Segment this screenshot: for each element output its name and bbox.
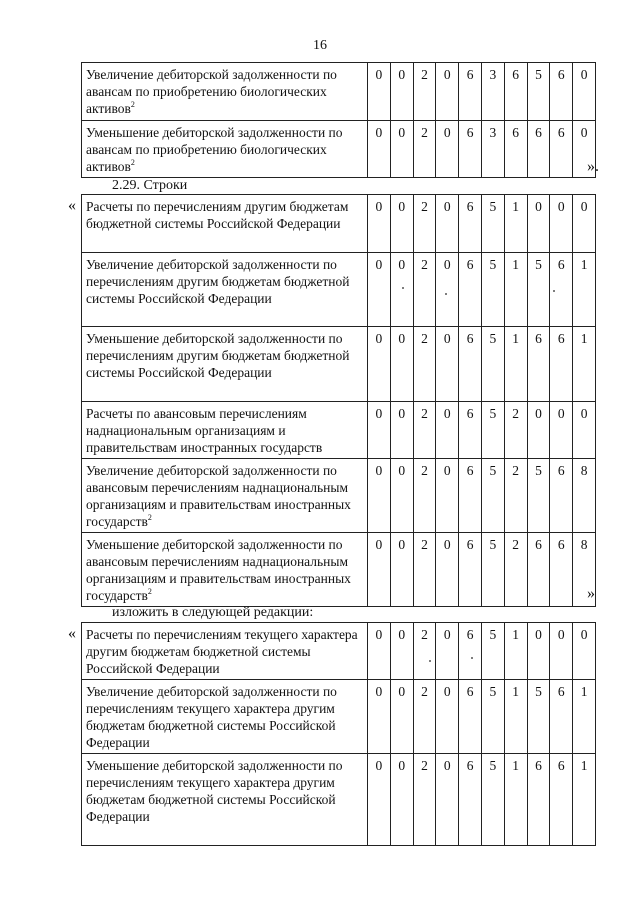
code-digit: 1 [504, 754, 527, 846]
code-digit: 5 [481, 327, 504, 402]
code-digit: 0 [368, 253, 391, 327]
description-text: Увеличение дебиторской задолженности по авансовым перечислениям наднациональным организациям и правительствам иностранных государств [86, 463, 351, 529]
description-text: Расчеты по перечислениям текущего характера другим бюджетам бюджетной системы Российской Федерации [86, 627, 358, 676]
code-digit: 6 [550, 63, 573, 121]
code-digit: 6 [459, 402, 482, 459]
code-digit: 6 [550, 327, 573, 402]
code-digit: 5 [481, 459, 504, 533]
row-description [82, 195, 368, 253]
code-digit: 0 [550, 402, 573, 459]
code-digit: 2 [504, 533, 527, 607]
code-digit: 2 [413, 623, 436, 680]
code-digit: 6 [459, 754, 482, 846]
code-digit: 6 [550, 253, 573, 327]
code-digit: 0 [550, 623, 573, 680]
code-digit: 0 [390, 327, 413, 402]
code-digit: 0 [436, 533, 459, 607]
code-digit: 0 [527, 195, 550, 253]
footnote-mark: 2 [130, 99, 135, 109]
code-digit: 0 [390, 459, 413, 533]
row-description [82, 63, 368, 121]
code-digit: 6 [550, 754, 573, 846]
code-digit: 0 [368, 327, 391, 402]
description-text: Увеличение дебиторской задолженности по перечислениям другим бюджетам бюджетной системы Российской Федерации [86, 257, 350, 306]
description-text: Уменьшение дебиторской задолженности по перечислениям текущего характера другим бюджетам бюджетной системы Российской Федерации [86, 758, 343, 824]
scan-speck [429, 660, 431, 662]
code-digit: 5 [527, 63, 550, 121]
code-digit: 2 [413, 533, 436, 607]
code-digit: 0 [436, 623, 459, 680]
table-row [82, 533, 596, 607]
code-digit: 6 [550, 680, 573, 754]
code-digit: 0 [390, 623, 413, 680]
row-description [82, 402, 368, 459]
row-description [82, 327, 368, 402]
code-digit: 0 [368, 680, 391, 754]
scan-speck [553, 290, 555, 292]
row-description [82, 533, 368, 607]
code-digit: 0 [436, 680, 459, 754]
code-digit: 6 [527, 754, 550, 846]
code-digit: 1 [504, 680, 527, 754]
opening-quote-2: « [68, 625, 76, 642]
code-digit: 0 [390, 402, 413, 459]
row-description [82, 253, 368, 327]
code-digit: 5 [481, 623, 504, 680]
description-text: Уменьшение дебиторской задолженности по авансовым перечислениям наднациональным организациям и правительствам иностранных государств [86, 537, 351, 603]
table-row [82, 623, 596, 680]
code-digit: 5 [527, 253, 550, 327]
code-digit: 5 [527, 680, 550, 754]
code-digit: 6 [459, 121, 482, 178]
code-digit: 0 [573, 63, 596, 121]
code-digit: 2 [413, 680, 436, 754]
code-digit: 0 [436, 327, 459, 402]
new-edition-heading: изложить в следующей редакции: [112, 605, 314, 620]
code-digit: 5 [481, 402, 504, 459]
code-digit: 0 [368, 63, 391, 121]
table-row [82, 327, 596, 402]
code-digit: 0 [436, 195, 459, 253]
code-digit: 0 [368, 459, 391, 533]
section-heading-2-29: 2.29. Строки [112, 178, 188, 193]
code-digit: 2 [413, 402, 436, 459]
closing-quote-period: ». [587, 158, 599, 175]
code-digit: 5 [481, 533, 504, 607]
scan-speck [445, 293, 447, 295]
code-digit: 0 [573, 195, 596, 253]
code-digit: 0 [390, 533, 413, 607]
code-digit: 1 [504, 195, 527, 253]
code-digit: 1 [504, 623, 527, 680]
code-digit: 2 [413, 121, 436, 178]
row-description [82, 680, 368, 754]
code-digit: 0 [436, 121, 459, 178]
code-digit: 0 [368, 402, 391, 459]
codes-table-2 [81, 194, 596, 607]
code-digit: 6 [504, 63, 527, 121]
table-row [82, 63, 596, 121]
code-digit: 0 [390, 253, 413, 327]
code-digit: 0 [436, 63, 459, 121]
table-row [82, 754, 596, 846]
code-digit: 0 [368, 623, 391, 680]
row-description [82, 459, 368, 533]
closing-quote: » [587, 585, 595, 602]
code-digit: 8 [573, 459, 596, 533]
code-digit: 0 [436, 459, 459, 533]
code-digit: 2 [413, 63, 436, 121]
code-digit: 6 [459, 533, 482, 607]
code-digit: 0 [390, 63, 413, 121]
code-digit: 0 [436, 402, 459, 459]
scan-speck [402, 287, 404, 289]
description-text: Увеличение дебиторской задолженности по авансам по приобретению биологических активов [86, 67, 337, 116]
code-digit: 3 [481, 121, 504, 178]
code-digit: 6 [527, 533, 550, 607]
code-digit: 1 [573, 327, 596, 402]
code-digit: 0 [550, 195, 573, 253]
code-digit: 0 [390, 754, 413, 846]
code-digit: 5 [527, 459, 550, 533]
opening-quote-1: « [68, 197, 76, 214]
code-digit: 6 [459, 253, 482, 327]
code-digit: 0 [368, 754, 391, 846]
description-text: Увеличение дебиторской задолженности по перечислениям текущего характера другим бюджетам бюджетной системы Российской Федерации [86, 684, 337, 750]
code-digit: 6 [527, 327, 550, 402]
code-digit: 2 [504, 402, 527, 459]
code-digit: 2 [413, 754, 436, 846]
code-digit: 0 [368, 195, 391, 253]
table-row [82, 680, 596, 754]
code-digit: 2 [413, 327, 436, 402]
code-digit: 0 [368, 121, 391, 178]
code-digit: 5 [481, 754, 504, 846]
code-digit: 0 [390, 121, 413, 178]
code-digit: 6 [459, 680, 482, 754]
code-digit: 6 [459, 195, 482, 253]
table-row [82, 459, 596, 533]
row-description [82, 754, 368, 846]
code-digit: 0 [573, 623, 596, 680]
row-description [82, 121, 368, 178]
code-digit: 0 [368, 533, 391, 607]
description-text: Уменьшение дебиторской задолженности по перечислениям другим бюджетам бюджетной системы Российской Федерации [86, 331, 350, 380]
code-digit: 1 [504, 253, 527, 327]
row-description [82, 623, 368, 680]
code-digit: 0 [436, 754, 459, 846]
code-digit: 5 [481, 253, 504, 327]
code-digit: 2 [413, 195, 436, 253]
code-digit: 1 [504, 327, 527, 402]
table-row [82, 402, 596, 459]
code-digit: 5 [481, 680, 504, 754]
code-digit: 3 [481, 63, 504, 121]
table-row [82, 253, 596, 327]
footnote-mark: 2 [147, 586, 152, 596]
code-digit: 0 [527, 402, 550, 459]
code-digit: 0 [390, 680, 413, 754]
table-row [82, 121, 596, 178]
description-text: Расчеты по авансовым перечислениям наднациональным организациям и правительствам иностранных государств [86, 406, 323, 455]
code-digit: 6 [550, 121, 573, 178]
codes-table-1 [81, 62, 596, 178]
description-text: Уменьшение дебиторской задолженности по авансам по приобретению биологических активов [86, 125, 343, 174]
code-digit: 5 [481, 195, 504, 253]
table-row [82, 195, 596, 253]
code-digit: 1 [573, 754, 596, 846]
code-digit: 0 [390, 195, 413, 253]
code-digit: 2 [504, 459, 527, 533]
footnote-mark: 2 [130, 157, 135, 167]
code-digit: 2 [413, 253, 436, 327]
code-digit: 6 [459, 63, 482, 121]
code-digit: 6 [459, 459, 482, 533]
code-digit: 6 [527, 121, 550, 178]
footnote-mark: 2 [147, 512, 152, 522]
page-number: 16 [313, 38, 327, 53]
code-digit: 1 [573, 680, 596, 754]
code-digit: 0 [573, 402, 596, 459]
code-digit: 6 [459, 623, 482, 680]
code-digit: 0 [573, 121, 596, 178]
code-digit: 1 [573, 253, 596, 327]
code-digit: 0 [527, 623, 550, 680]
code-digit: 8 [573, 533, 596, 607]
description-text: Расчеты по перечислениям другим бюджетам бюджетной системы Российской Федерации [86, 199, 349, 231]
scan-speck [471, 657, 473, 659]
code-digit: 6 [504, 121, 527, 178]
code-digit: 2 [413, 459, 436, 533]
codes-table-3 [81, 622, 596, 846]
code-digit: 0 [436, 253, 459, 327]
code-digit: 6 [550, 459, 573, 533]
code-digit: 6 [459, 327, 482, 402]
code-digit: 6 [550, 533, 573, 607]
